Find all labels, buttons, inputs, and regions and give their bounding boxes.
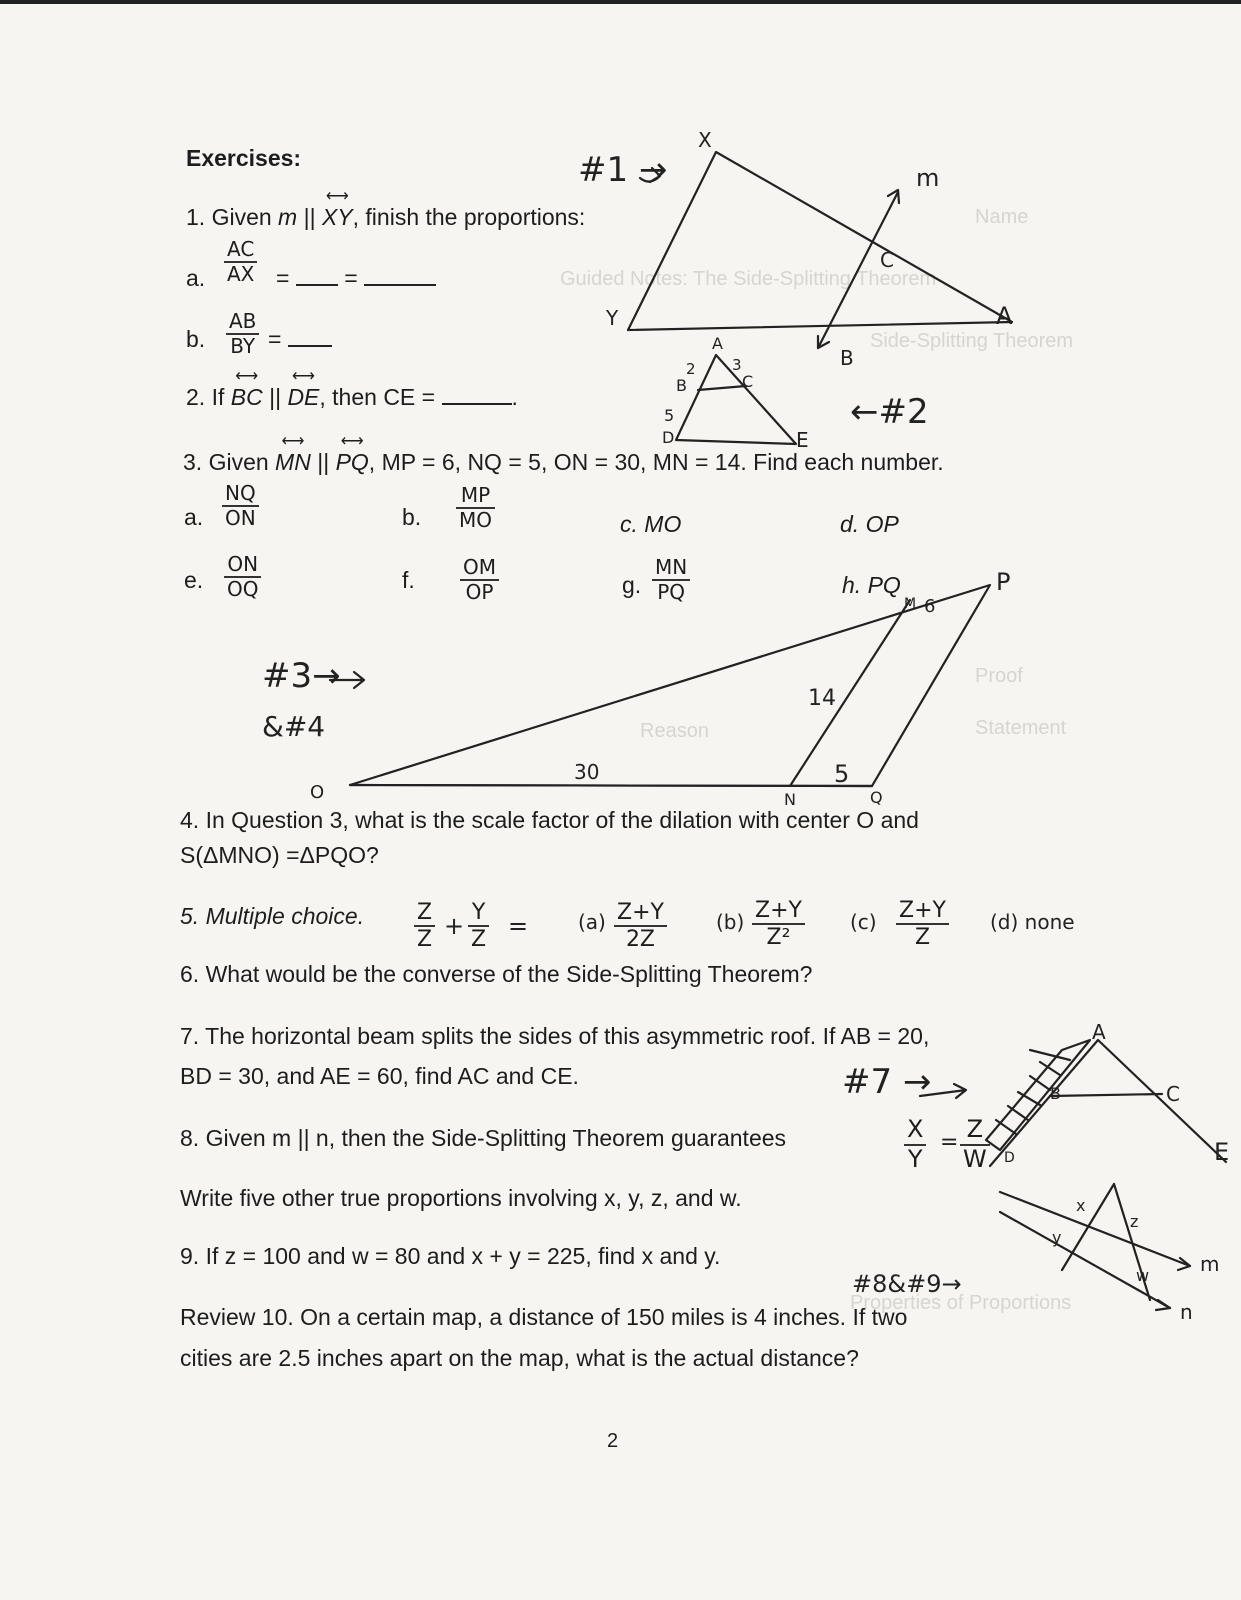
page-number: 2	[607, 1430, 619, 1452]
q3e-fraction: $\frac{ON}{OQ}$	[224, 553, 261, 601]
ghost-proof: Proof	[975, 665, 1023, 687]
diagram3-tag-4: &#4	[262, 710, 326, 743]
q1a-fraction: $\frac{AC}{AX}$	[224, 238, 257, 286]
diagram8-label-w: w	[1136, 1266, 1150, 1285]
q3-statement: 3. Given ⟷ MN || ⟷ PQ, MP = 6, NQ = 5, ON = 30, MN = 14. Find each number.	[183, 450, 944, 475]
diagram2-point-b: B	[676, 376, 687, 395]
q3g-label: g.	[622, 572, 642, 598]
diagram3-length-6: 6	[924, 596, 936, 617]
diagram3-tag: #3→	[262, 656, 341, 696]
diagram7-point-a: A	[1092, 1020, 1106, 1044]
diagram1-point-b: B	[840, 346, 854, 370]
q8-fraction-zw: $\frac{Z}{W}$	[960, 1116, 990, 1173]
diagram1-point-c: C	[880, 248, 894, 272]
q3a-label: a.	[184, 504, 204, 530]
ghost-name: Name	[975, 206, 1029, 228]
q5-term-y: $\frac{Y}{Z}$	[468, 900, 489, 953]
q6-text: 6. What would be the converse of the Side-Splitting Theorem?	[180, 961, 813, 987]
diagram2-label-5: 5	[664, 406, 675, 425]
q5-equals: =	[508, 912, 529, 940]
diagram1-point-x: X	[698, 128, 712, 152]
ghost-reason: Reason	[640, 720, 709, 742]
q8-fraction-xy: $\frac{X}{Y}$	[904, 1116, 926, 1173]
q1b-blank: =	[268, 327, 332, 352]
q7-line2: BD = 30, and AE = 60, find AC and CE.	[180, 1063, 579, 1089]
q1a-blanks: = =	[276, 266, 436, 291]
ghost-statement: Statement	[975, 717, 1067, 739]
q10-line1: Review 10. On a certain map, a distance of 150 miles is 4 inches. If two	[180, 1304, 908, 1330]
diagram2-point-a: A	[712, 334, 723, 353]
diagram2-label-3: 3	[732, 356, 742, 374]
diagram8-line-n	[1000, 1212, 1170, 1308]
diagram3-point-p: P	[996, 568, 1011, 596]
ghost-properties: Properties of Proportions	[850, 1292, 1072, 1314]
diagram8-label-n: n	[1180, 1300, 1193, 1324]
diagram3-point-q: Q	[870, 788, 883, 807]
q5-option-d: (d) none	[990, 910, 1075, 934]
q8-line1: 8. Given m || n, then the Side-Splitting Theorem guarantees	[180, 1125, 787, 1151]
diagram3-length-14: 14	[808, 686, 836, 711]
q5-term-z: $\frac{Z}{Z}$	[414, 900, 435, 953]
q9-text: 9. If z = 100 and w = 80 and x + y = 225, find x and y.	[180, 1243, 721, 1269]
q3d-label: d. OP	[840, 511, 899, 537]
diagram1-point-y: Y	[606, 306, 619, 330]
q3c-label: c. MO	[620, 511, 682, 537]
diagram1-line-m-label: m	[916, 164, 940, 192]
q5-option-a-fraction: $\frac{Z+Y}{2Z}$	[614, 900, 667, 953]
exercises-title: Exercises:	[186, 145, 302, 171]
q3f-fraction: $\frac{OM}{OP}$	[460, 556, 499, 604]
q2-statement: 2. If ⟷ BC || ⟷ DE, then CE = .	[186, 385, 518, 410]
diagram2-point-c: C	[742, 372, 754, 391]
q5-option-a: (a)	[578, 910, 606, 934]
diagram2-label-2: 2	[686, 360, 696, 378]
q5-option-b-fraction: $\frac{Z+Y}{\text{Z²}}$	[752, 898, 805, 951]
q1b-fraction: $\frac{AB}{BY}$	[226, 310, 259, 358]
diagram7-roof	[990, 1040, 1226, 1166]
q5-option-c-fraction: $\frac{Z+Y}{Z}$	[896, 898, 949, 951]
diagram2-tag: ←#2	[850, 392, 929, 432]
q3b-label: b.	[402, 504, 422, 530]
diagram8-label-x: x	[1076, 1196, 1086, 1215]
q3g-fraction: $\frac{MN}{PQ}$	[652, 556, 690, 604]
q3h-label: h. PQ	[842, 572, 901, 598]
q7-line1: 7. The horizontal beam splits the sides of this asymmetric roof. If AB = 20,	[180, 1023, 930, 1049]
q5-plus: +	[444, 912, 465, 940]
q4-line1: 4. In Question 3, what is the scale factor of the dilation with center O and	[180, 807, 919, 833]
diagram3-length-30: 30	[574, 760, 600, 784]
diagram1-point-a: A	[996, 302, 1013, 330]
q8-equals: =	[940, 1130, 959, 1155]
diagram2-point-e: E	[796, 428, 809, 452]
q1a-label: a.	[186, 265, 206, 291]
ghost-theorem: Side-Splitting Theorem	[870, 330, 1074, 352]
diagram3-triangle-opq	[350, 585, 990, 786]
diagram2-point-d: D	[662, 428, 675, 447]
diagram8-9-tag: #8&#9→	[852, 1270, 962, 1298]
q5-option-c: (c)	[850, 910, 877, 934]
q3e-label: e.	[184, 567, 204, 593]
diagram1-tag: #1 →	[578, 150, 668, 190]
q3f-label: f.	[402, 567, 415, 593]
q5-label: 5. Multiple choice.	[180, 903, 365, 929]
diagram1-triangle	[628, 152, 1012, 330]
diagram3-base	[350, 785, 872, 786]
diagram7-point-b: B	[1050, 1084, 1061, 1103]
q3a-fraction: $\frac{NQ}{ON}$	[222, 482, 259, 530]
q4-line2: S(ΔMNO) =ΔPQO?	[180, 842, 379, 868]
q10-line2: cities are 2.5 inches apart on the map, what is the actual distance?	[180, 1345, 859, 1371]
diagram3-point-o: O	[310, 782, 325, 803]
diagram7-beam	[1050, 1094, 1162, 1096]
diagram8-label-y: y	[1052, 1228, 1062, 1247]
diagram7-point-e: E	[1214, 1138, 1230, 1166]
diagram3-length-5: 5	[834, 760, 850, 788]
q1b-label: b.	[186, 326, 206, 352]
diagram2-line-bc	[698, 386, 746, 390]
diagram8-label-z: z	[1130, 1212, 1139, 1231]
q3b-fraction: $\frac{MP}{MO}$	[456, 484, 495, 532]
diagram7-point-c: C	[1166, 1082, 1180, 1106]
diagram3-point-m: M	[904, 596, 917, 612]
q5-option-b: (b)	[716, 910, 745, 934]
diagram3-point-n: N	[784, 790, 796, 809]
diagram7-tag: #7 →	[842, 1062, 932, 1102]
q1-statement: 1. Given m || ⟷ XY, finish the proportions:	[186, 205, 585, 230]
diagram8-label-m: m	[1200, 1252, 1220, 1276]
diagram7-point-d: D	[1004, 1150, 1015, 1166]
q8-line2: Write five other true proportions involving x, y, z, and w.	[180, 1185, 742, 1211]
ghost-guided-notes: Guided Notes: The Side-Splitting Theorem	[560, 268, 937, 290]
